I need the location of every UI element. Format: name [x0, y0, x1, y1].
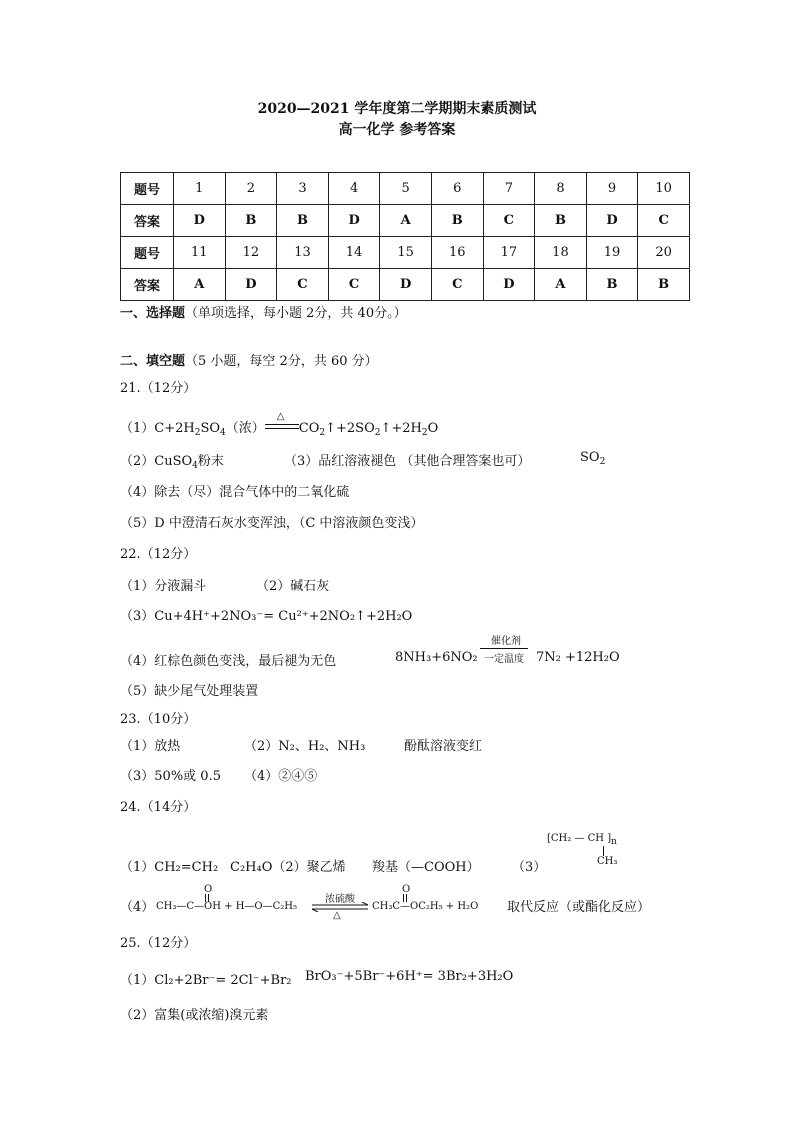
table-cell: 10	[638, 173, 690, 205]
section-1-heading	[120, 302, 407, 321]
reaction-divider	[480, 648, 528, 649]
q21-answer-1: $(1)C+2H_2SO_4$（浓） △ $CO_2↑+2SO_2↑+2H_2O$	[120, 411, 439, 438]
page-subtitle: 高一化学 参考答案	[338, 122, 456, 138]
q25-answer-1b: BrO₃⁻+5Br⁻+6H⁺= 3Br₂+3H₂O	[305, 969, 514, 984]
q23-heading: 23.（10分）	[120, 712, 197, 727]
answer-table	[120, 172, 690, 301]
table-cell: C	[328, 269, 380, 301]
heat-icon: △	[276, 411, 285, 422]
q24-answer-2: 羧基（—COOH）	[372, 860, 480, 875]
q22-answer-4: （4）红棕色颜色变浅，最后褪为无色	[120, 654, 337, 669]
polymer-branch: CH₃	[597, 856, 618, 867]
table-cell: D	[174, 205, 226, 237]
table-cell: 12	[225, 237, 277, 269]
table-cell: C	[483, 205, 535, 237]
carbonyl-o-right: O	[402, 884, 411, 895]
catalyst-label: 催化剂	[491, 636, 521, 647]
table-cell: 17	[483, 237, 535, 269]
q22-answer-3: （3）Cu+4H⁺+2NO₃⁻= Cu²⁺+2NO₂↑+2H₂O	[120, 609, 413, 624]
q21-text: （1）C+2H	[120, 421, 195, 436]
q22-answer-2: （2）碱石灰	[256, 579, 330, 594]
q24-answer-1: （1）CH₂=CH₂	[120, 860, 219, 875]
table-row	[121, 237, 690, 269]
row-label: 答案	[121, 269, 174, 301]
section-1-title: 一、选择题	[120, 306, 186, 321]
table-cell: 5	[380, 173, 432, 205]
table-cell: 4	[328, 173, 380, 205]
table-cell: 1	[174, 173, 226, 205]
q21-text: CO	[298, 421, 320, 436]
q24-reaction-type: 取代反应（或酯化反应）	[507, 900, 651, 915]
q22-heading: 22.（12分）	[120, 547, 197, 562]
table-cell: C	[431, 269, 483, 301]
heat-icon: △	[333, 910, 341, 921]
table-cell: B	[586, 269, 638, 301]
row-label: 答案	[121, 205, 174, 237]
page-title: 2020—2021 学年度第二学期期末素质测试	[257, 101, 537, 117]
table-cell: 6	[431, 173, 483, 205]
table-cell: 9	[586, 173, 638, 205]
table-row	[121, 173, 690, 205]
q21-heading: 21.（12分）	[120, 381, 197, 396]
q21-text: SO	[580, 450, 600, 465]
q24-answer-1b: C₂H₄O（2）聚乙烯	[230, 860, 346, 875]
section-2-title: 二、填空题	[120, 354, 186, 369]
table-cell: D	[586, 205, 638, 237]
table-cell: 14	[328, 237, 380, 269]
row-label: 题号	[121, 173, 174, 205]
q25-heading: 25.（12分）	[120, 936, 197, 951]
table-cell: B	[638, 269, 690, 301]
condition-label: 一定温度	[484, 654, 524, 665]
table-cell: D	[225, 269, 277, 301]
q21-answer-5: （5）D 中澄清石灰水变浑浊，（C 中溶液颜色变浅）	[120, 516, 424, 531]
table-cell: 18	[535, 237, 587, 269]
table-cell: B	[225, 205, 277, 237]
table-cell: 15	[380, 237, 432, 269]
table-cell: 19	[586, 237, 638, 269]
q23-answer-2b: 酚酞溶液变红	[404, 739, 483, 754]
table-cell: B	[535, 205, 587, 237]
q21-answer-3: （3）品红溶液褪色 （其他合理答案也可）	[284, 454, 531, 469]
table-cell: A	[174, 269, 226, 301]
table-cell: B	[431, 205, 483, 237]
q21-text: ↑+2SO	[325, 421, 375, 436]
table-cell: C	[638, 205, 690, 237]
ester-reactants: CH₃—C—OH + H—O—C₂H₅	[156, 901, 297, 912]
table-cell: A	[380, 205, 432, 237]
polymer-bond	[603, 846, 604, 856]
q23-answer-1: （1）放热	[120, 739, 181, 754]
catalyst-label: 浓硫酸	[325, 894, 355, 905]
table-row	[121, 205, 690, 237]
table-cell: 16	[431, 237, 483, 269]
table-cell: D	[328, 205, 380, 237]
table-cell: 7	[483, 173, 535, 205]
table-cell: A	[535, 269, 587, 301]
table-row	[121, 269, 690, 301]
section-2-note: （5 小题，每空 2分，共 60 分）	[185, 354, 378, 369]
q21-answer-4: （4）除去（尽）混合气体中的二氧化硫	[120, 485, 350, 500]
q23-answer-4: （4）②④⑤	[244, 769, 318, 784]
table-cell: D	[483, 269, 535, 301]
ester-products: CH₃C—OC₂H₅ + H₂O	[372, 901, 479, 912]
q23-answer-3: （3）50%或 0.5	[120, 769, 221, 784]
section-2-heading	[120, 350, 378, 369]
q21-text: （浓）	[225, 421, 265, 436]
polymer-n: n	[611, 837, 617, 847]
carbonyl-o-left: O	[204, 884, 213, 895]
q21-text: 粉末	[197, 454, 224, 469]
q21-text: O	[427, 421, 439, 436]
q21-text: （2）CuSO	[120, 454, 193, 469]
polymer-structure	[547, 833, 617, 847]
q24-answer-4: （4）	[120, 900, 155, 915]
q22-answer-5: （5）缺少尾气处理装置	[120, 684, 259, 699]
table-cell: 8	[535, 173, 587, 205]
section-1-note: （单项选择，每小题 2分，共 40分。）	[185, 306, 407, 321]
table-cell: 20	[638, 237, 690, 269]
equals-heat-sign	[265, 411, 299, 434]
q24-heading: 24.（14分）	[120, 800, 197, 815]
table-cell: 3	[277, 173, 329, 205]
q21-answer-2: （2）CuSO$_4$粉末	[120, 454, 224, 471]
table-cell: D	[380, 269, 432, 301]
q22-equation-right: 7N₂ +12H₂O	[536, 650, 620, 665]
table-cell: B	[277, 205, 329, 237]
q24-answer-3: （3）	[512, 860, 547, 875]
q21-text: SO	[200, 421, 221, 436]
table-cell: 11	[174, 237, 226, 269]
q25-answer-2: （2）富集(或浓缩)溴元素	[120, 1008, 269, 1023]
table-cell: 13	[277, 237, 329, 269]
table-cell: 2	[225, 173, 277, 205]
q21-text: ↑+2H	[380, 421, 422, 436]
polymer-chain: [CH₂ — CH ]	[547, 833, 612, 844]
q23-answer-2: （2）N₂、H₂、NH₃	[244, 739, 366, 754]
q22-answer-1: （1）分液漏斗	[120, 579, 207, 594]
q25-answer-1: （1）Cl₂+2Br⁻= 2Cl⁻+Br₂	[120, 973, 292, 988]
q21-answer-3-gas: $SO_2$	[580, 450, 606, 467]
row-label: 题号	[121, 237, 174, 269]
q22-equation-left: 8NH₃+6NO₂	[395, 650, 478, 665]
table-cell: C	[277, 269, 329, 301]
